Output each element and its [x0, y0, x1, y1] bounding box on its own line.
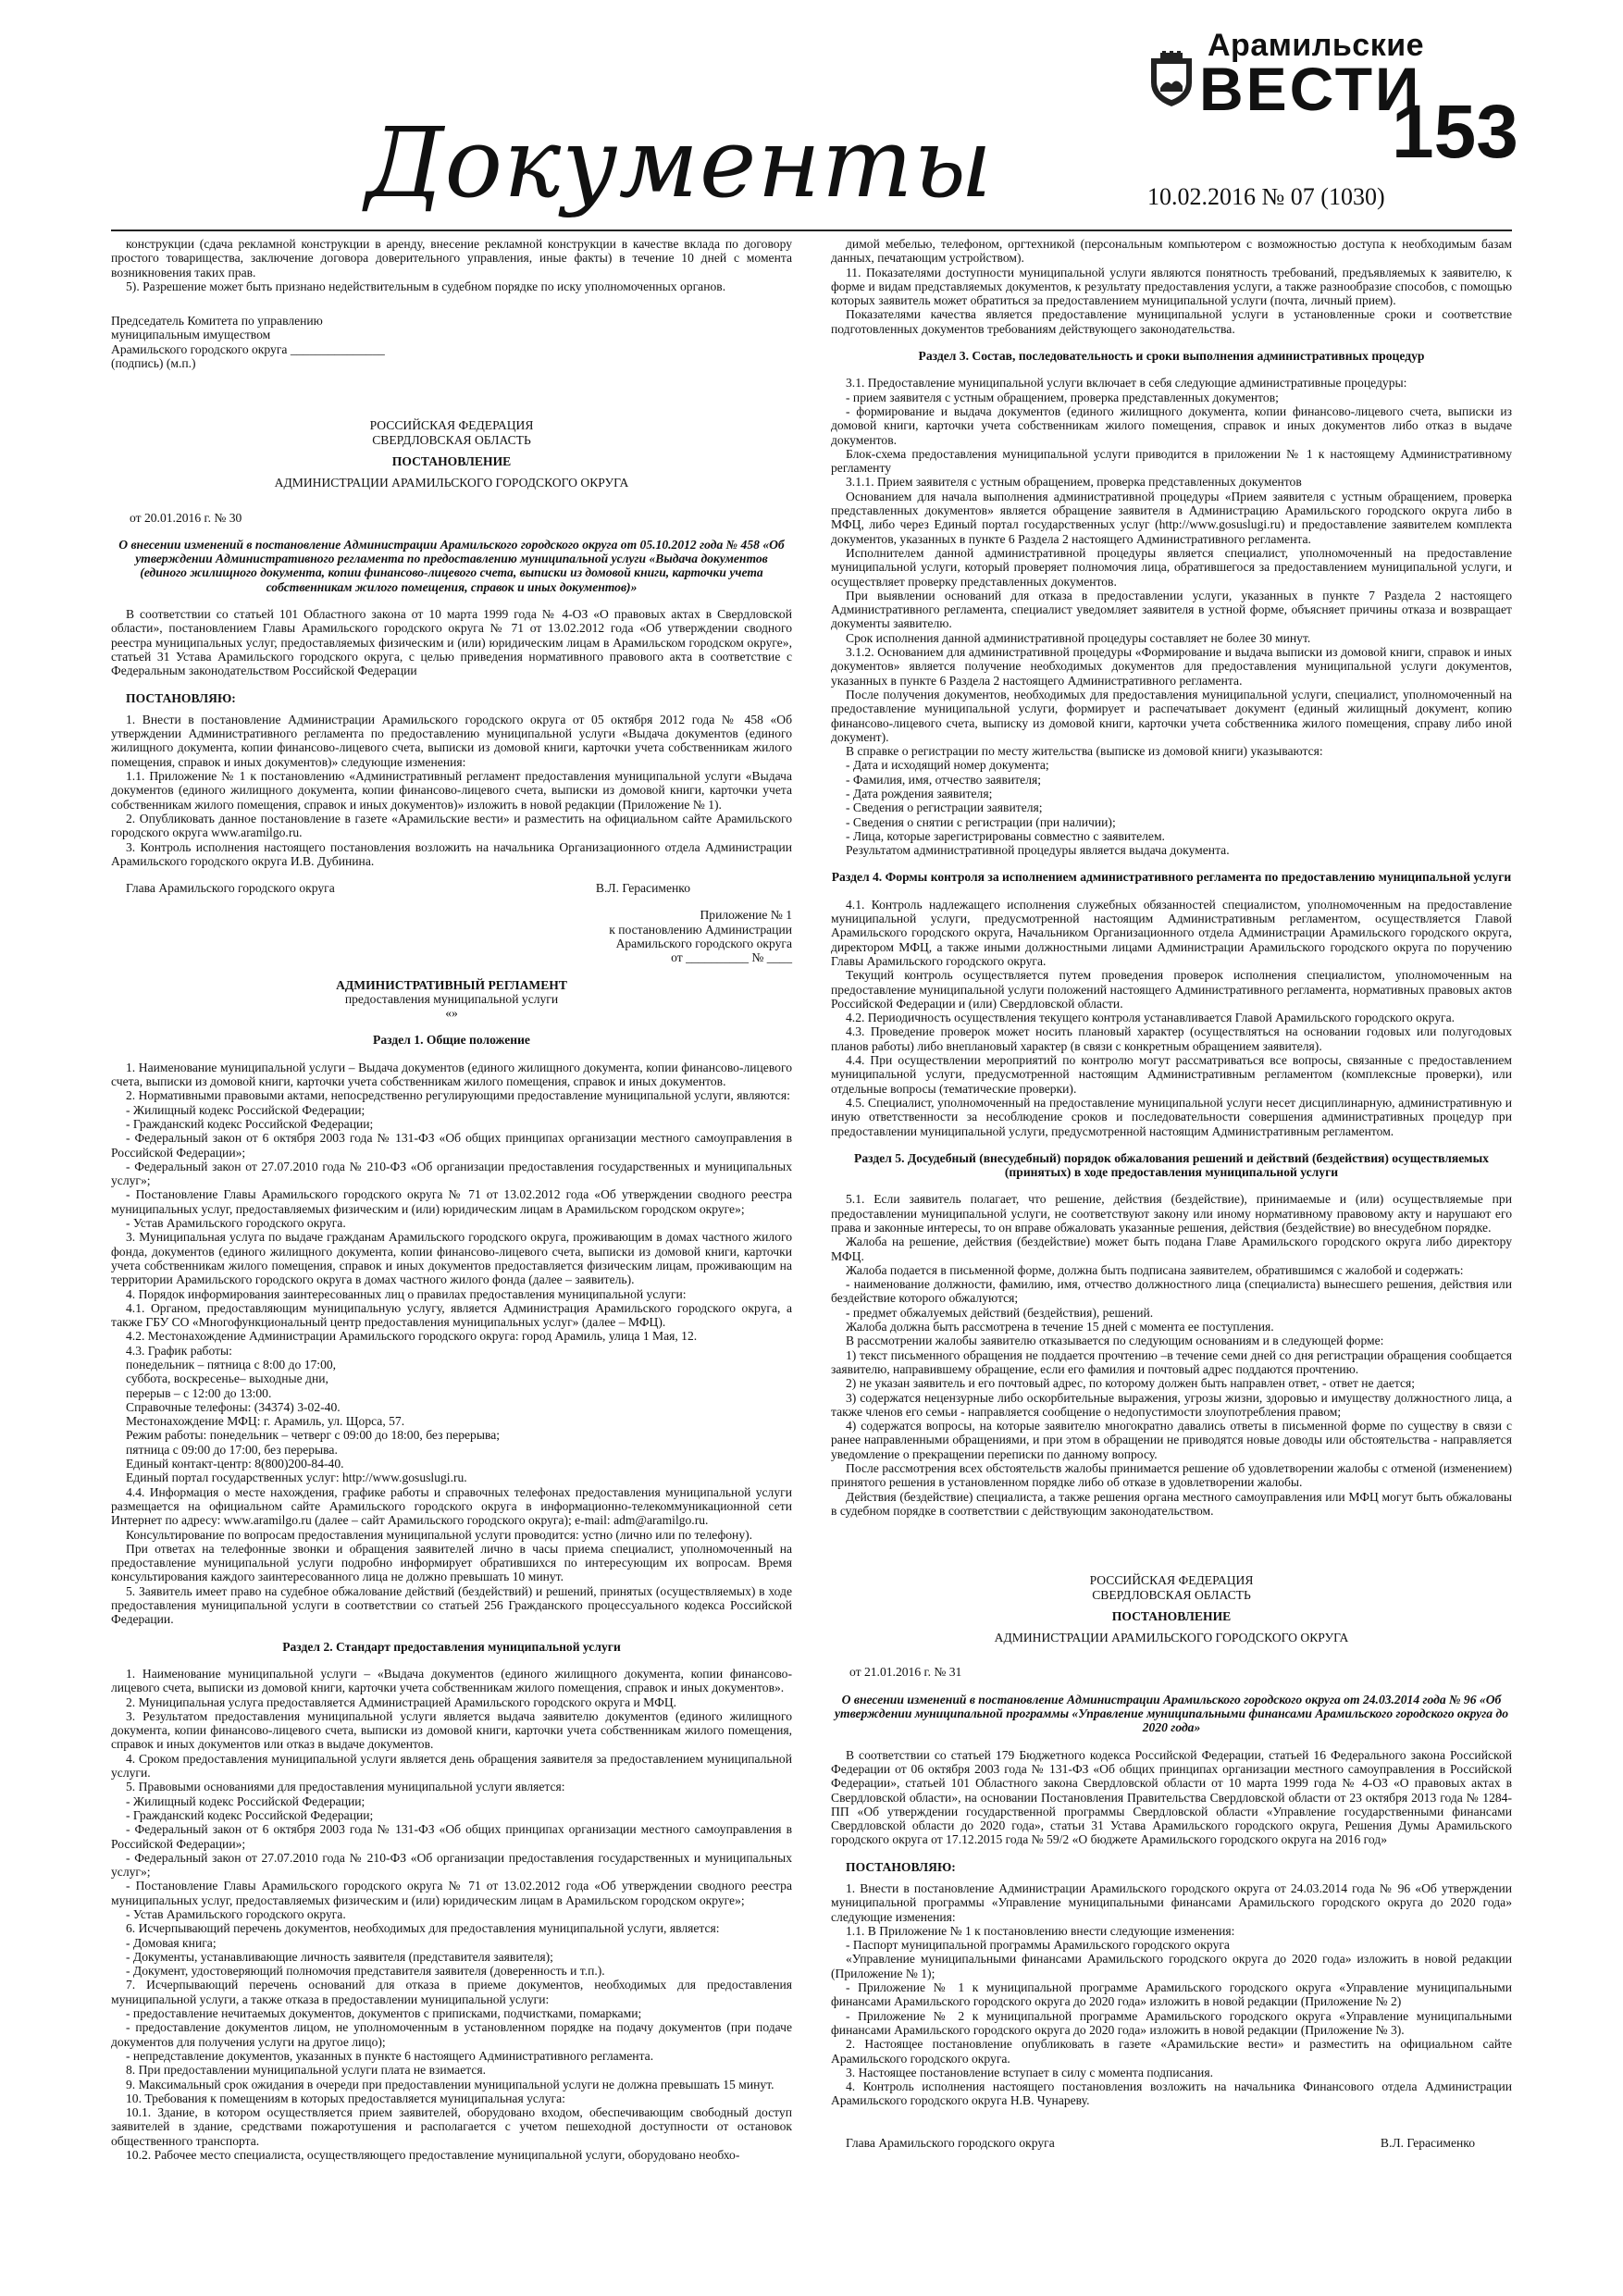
- section-2-heading: Раздел 2. Стандарт предоставления муниципальной услуги: [282, 1639, 621, 1654]
- administration-heading: АДМИНИСТРАЦИИ АРАМИЛЬСКОГО ГОРОДСКОГО ОКРУГА: [274, 476, 629, 490]
- annex-line: Приложение № 1: [700, 908, 792, 923]
- administration-heading-2: АДМИНИСТРАЦИИ АРАМИЛЬСКОГО ГОРОДСКОГО ОКРУГА: [994, 1631, 1349, 1645]
- paragraph: - Лица, которые зарегистрированы совместно с заявителем.: [846, 828, 1165, 843]
- paragraph: 4. Порядок информирования заинтересованных лиц о правилах предоставления муниципальной услуги:: [126, 1286, 687, 1301]
- paragraph: - Постановление Главы Арамильского городского округа № 71 от 13.02.2012 года «Об утверждении сводного реестра муниципальных услуг, предоставляемых физическим и (или) юридическим лицам в Арамильском городском округе»;: [111, 1187, 792, 1216]
- paragraph: - Документы, устанавливающие личность заявителя (представителя заявителя);: [126, 1949, 553, 1964]
- decree-heading-2: ПОСТАНОВЛЕНИЕ: [1111, 1608, 1232, 1623]
- section-4-text: [831, 898, 1512, 1138]
- paragraph: - Федеральный закон от 27.07.2010 года № 210-ФЗ «Об организации предоставления государственных и муниципальных услуг»;: [111, 1850, 792, 1880]
- paragraph: суббота, воскресенье– выходные дни,: [126, 1371, 328, 1386]
- paragraph: понедельник – пятница с 8:00 до 17:00,: [126, 1358, 337, 1371]
- decree-item: 3. Контроль исполнения настоящего постановления возложить на начальника Организационного отдела Администрации Арамильского городского округа И.В. Дубинина.: [111, 839, 792, 868]
- paragraph: - формирование и выдача документов (единого жилищного документа, копии финансово-лицевого счета, выписки из домовой книги, карточки учета собственникам жилого помещения, справок и иных документов либо отказ в выдаче документов.: [831, 403, 1512, 447]
- paragraph: 4) содержатся вопросы, на которые заявителю многократно давались ответы в письменной форме по существу в связи с ранее направленными обращениями, и при этом в обращении не приводятся новые доводы или обстоятельства - направляется уведомление о прекращении переписки по данному вопросу.: [831, 1419, 1512, 1461]
- intro-text: [111, 237, 792, 293]
- country-heading-2: РОССИЙСКАЯ ФЕДЕРАЦИЯ: [1089, 1573, 1254, 1588]
- paragraph: 1) текст письменного обращения не поддается прочтению –в течение семи дней со дня регистрации обращения сообщается заявителю, направившему обращение, если его фамилия и почтовый адрес поддаются прочтению.: [831, 1347, 1512, 1376]
- decree-item: 1. Внести в постановление Администрации Арамильского городского округа от 24.03.2014 года № 96 «Об утверждении муниципальной программы «Управление муниципальными финансами Арамильского городского округа до 2020 года» следующие изменения:: [831, 1880, 1512, 1924]
- annex-reference: [111, 908, 792, 964]
- decree-items: [111, 713, 792, 868]
- head-title: Глава Арамильского городского округа: [126, 881, 335, 896]
- section-1-text: [111, 1061, 792, 1627]
- decree-items-2: [831, 1881, 1512, 2108]
- section-3-text: [831, 376, 1512, 857]
- regulation-subtitle: предоставления муниципальной услуги: [344, 991, 559, 1006]
- decree-item: - Приложение № 1 к муниципальной программе Арамильского городского округа «Управление муниципальными финансами Арамильского городского округа до 2020 года» изложить в новой редакции (Приложение № 2): [831, 1980, 1512, 2009]
- paragraph: 4.3. График работы:: [126, 1343, 232, 1358]
- section-2-text: [111, 1667, 792, 2162]
- annex-line: от __________ № ____: [671, 950, 792, 965]
- paragraph: - Постановление Главы Арамильского городского округа № 71 от 13.02.2012 года «Об утверждении сводного реестра муниципальных услуг, предоставляемых физическим и (или) юридическим лицам в Арамильском городском округе»;: [111, 1879, 792, 1907]
- paragraph: Текущий контроль осуществляется путем проведения проверок исполнения специалистом, уполномоченным на предоставление муниципальной услуги положений настоящего Административного регламента, нормативных правовых актов Российской Федерации и (или) Свердловской области.: [831, 968, 1512, 1011]
- paragraph: - Жилищный кодекс Российской Федерации;: [126, 1102, 365, 1117]
- paragraph: Результатом административной процедуры является выдача документа.: [846, 843, 1230, 858]
- paragraph: 2. Муниципальная услуга предоставляется Администрацией Арамильского городского округа и МФЦ.: [126, 1694, 677, 1709]
- paragraph: Единый портал государственных услуг: http://www.gosuslugi.ru.: [126, 1471, 467, 1485]
- decree-item: - Приложение № 2 к муниципальной программе Арамильского городского округа «Управление муниципальными финансами Арамильского городского округа до 2020 года» изложить в новой редакции (Приложение № 3).: [831, 2008, 1512, 2037]
- paragraph: - наименование должности, фамилию, имя, отчество должностного лица (специалиста) вынесшего решения, действия или бездействие которого обжалуются;: [831, 1277, 1512, 1306]
- paragraph: 5.1. Если заявитель полагает, что решение, действия (бездействие), принимаемые и (или) осуществляемые при предоставлении муниципальной услуги, не соответствуют закону или иному нормативному правовому акту и нарушают его права и законные интересы, то он вправе обжаловать указанные решения, действия (бездействие) во внесудебном порядке.: [831, 1192, 1512, 1235]
- paragraph: При ответах на телефонные звонки и обращения заявителей лично в часы приема специалист, уполномоченный на предоставление муниципальной услуги подробно информирует обратившихся по интересующим их вопросам. Время консультирования каждого заинтересованного лица не должно превышать 10 минут.: [111, 1541, 792, 1584]
- paragraph: - Домовая книга;: [126, 1935, 217, 1950]
- paragraph: - Документ, удостоверяющий полномочия представителя заявителя (доверенность и т.п.).: [126, 1964, 605, 1979]
- decree-item: «Управление муниципальными финансами Арамильского городского округа до 2020 года» изложить в новой редакции (Приложение № 1);: [831, 1952, 1512, 1980]
- paragraph: Консультирование по вопросам предоставления муниципальной услуги проводится: устно (лично или по телефону).: [126, 1527, 753, 1542]
- decree-item: 2. Настоящее постановление опубликовать в газете «Арамильские вести» и разместить на официальном сайте Арамильского городского округа.: [831, 2037, 1512, 2066]
- head-title-2: Глава Арамильского городского округа: [846, 2135, 1055, 2150]
- paragraph: 10. Требования к помещениям в которых предоставляется муниципальная услуга:: [126, 2091, 565, 2105]
- regulation-quote: «»: [445, 1006, 458, 1021]
- paragraph: 9. Максимальный срок ожидания в очереди при предоставлении муниципальной услуги не должна превышать 15 минут.: [126, 2077, 774, 2091]
- decree-item: 1. Внести в постановление Администрации Арамильского городского округа от 05 октября 2012 года № 458 «Об утверждении Административного регламента по предоставлению муниципальной услуги «Выдача документов (единого жилищного документа, копии финансово-лицевого счета, выписки из домовой книги, карточки учета собственникам жилого помещения, справок и иных документов)» следующие изменения:: [111, 712, 792, 769]
- paragraph: - предмет обжалуемых действий (бездействия), решений.: [846, 1305, 1154, 1320]
- paragraph: - Федеральный закон от 6 октября 2003 года № 131-ФЗ «Об общих принципах организации местного самоуправления в Российской Федерации»;: [111, 1822, 792, 1851]
- head-name-2: В.Л. Герасименко: [1380, 2135, 1475, 2150]
- paragraph: 3.1.1. Прием заявителя с устным обращением, проверка представленных документов: [846, 475, 1302, 490]
- paragraph: Срок исполнения данной административной процедуры составляет не более 30 минут.: [846, 630, 1311, 645]
- paragraph: - предоставление нечитаемых документов, документов с приписками, подчистками, помарками;: [126, 2006, 642, 2021]
- paragraph: - Гражданский кодекс Российской Федерации;: [126, 1116, 374, 1131]
- decree-date: от 20.01.2016 г. № 30: [130, 510, 242, 525]
- paragraph: конструкции (сдача рекламной конструкции в аренду, внесение рекламной конструкции в качестве вклада по договору простого товарищества, заключение договора доверительного управления, иные факты) в течение 10 дней с момента возникновения таких прав.: [111, 237, 792, 279]
- paragraph: - непредставление документов, указанных в пункте 6 настоящего Административного регламента.: [126, 2048, 654, 2063]
- paragraph: 10.1. Здание, в котором осуществляется прием заявителей, оборудовано входом, обеспечивающим свободный доступ заявителей в здание, средствами пожаротушения и располагается с учетом пешеходной доступности от остановок общественного транспорта.: [111, 2105, 792, 2148]
- paragraph: Исполнителем данной административной процедуры является специалист, уполномоченный на предоставление муниципальной услуги, который проверяет полномочия лица, обратившегося за предоставлением муниципальной услуги, и осуществляет проверку представленных документов.: [831, 545, 1512, 589]
- coat-of-arms-icon: [1147, 51, 1196, 108]
- paragraph: 4.3. Проведение проверок может носить плановый характер (осуществляться на основании годовых или полугодовых планов работы) либо внеплановый характер (в связи с конкретным обращением заявителя).: [831, 1024, 1512, 1053]
- paragraph: Основанием для начала выполнения административной процедуры «Прием заявителя с устным обращением, проверка представленных документов» является обращение заявителя в Администрацию Арамильского городского округа либо в МФЦ, либо через Единый портал государственных услуг (http://www.gosuslugi.ru) и предоставление заявителем комплекта документов, указанных в пункте 6 Раздела 2 настоящего Административного регламента.: [831, 489, 1512, 546]
- right-column: [831, 237, 1512, 2150]
- paragraph: 7. Исчерпывающий перечень оснований для отказа в приеме документов, необходимых для предоставления муниципальной услуги, а также отказа в предоставлении муниципальной услуги:: [111, 1978, 792, 2006]
- continued-text: [831, 237, 1512, 336]
- paragraph: - Гражданский кодекс Российской Федерации;: [126, 1807, 374, 1822]
- section-5-heading: Раздел 5. Досудебный (внесудебный) порядок обжалования решений и действий (бездействия) осуществляемых (принятых) в ходе предоставления муниципальной услуги: [854, 1150, 1489, 1180]
- paragraph: - Фамилия, имя, отчество заявителя;: [846, 772, 1042, 787]
- signature-line: Председатель Комитета по управлению: [111, 314, 323, 329]
- paragraph: - Федеральный закон от 27.07.2010 года № 210-ФЗ «Об организации предоставления государственных и муниципальных услуг»;: [111, 1159, 792, 1188]
- decree-item: 2. Опубликовать данное постановление в газете «Арамильские вести» и разместить на официальном сайте Арамильского городского округа www.aramilgo.ru.: [111, 811, 792, 840]
- paragraph: Жалоба должна быть рассмотрена в течение 15 дней с момента ее поступления.: [846, 1320, 1274, 1334]
- decree-date-2: от 21.01.2016 г. № 31: [849, 1665, 962, 1680]
- paragraph: 6. Исчерпывающий перечень документов, необходимых для предоставления муниципальной услуги, является:: [126, 1921, 720, 1936]
- head-name: В.Л. Герасименко: [595, 881, 690, 896]
- brand-logo-text: ВЕСТИ: [1199, 55, 1422, 123]
- paragraph: - Устав Арамильского городского округа.: [126, 1216, 346, 1231]
- regulation-title: АДМИНИСТРАТИВНЫЙ РЕГЛАМЕНТ: [336, 977, 567, 992]
- masthead: [0, 0, 1623, 231]
- paragraph: 1. Наименование муниципальной услуги – «Выдача документов (единого жилищного документа, копии финансово-лицевого счета, выписки из домовой книги, карточки учета собственникам жилого помещения, справок и иных документов».: [111, 1666, 792, 1695]
- paragraph: 4. Сроком предоставления муниципальной услуги является день обращения заявителя за предоставлением муниципальной услуги.: [111, 1751, 792, 1781]
- section-5-text: [831, 1192, 1512, 1518]
- decree-item: 1.1. Приложение № 1 к постановлению «Административный регламент предоставления муниципальной услуги «Выдача документов (единого жилищного документа, копии финансово-лицевого счета, выписки из домовой книги, карточки учета собственникам жилого помещения, справок и иных документов)» изложить в новой редакции (Приложение № 1).: [111, 769, 792, 812]
- decree-heading: ПОСТАНОВЛЕНИЕ: [391, 453, 512, 468]
- paragraph: При выявлении оснований для отказа в предоставлении услуги, указанных в пункте 7 Раздела 2 настоящего Административного регламента, специалист уведомляет заявителя в устной форме, объясняет причины отказа и возвращает документы заявителю.: [831, 588, 1512, 631]
- section-title: Документы: [365, 106, 994, 219]
- decree-preamble: В соответствии со статьей 101 Областного закона от 10 марта 1999 года № 4-ОЗ «О правовых актах в Свердловской области», постановлением Главы Арамильского городского округа № 71 от 13.02.2012 года «Об утверждении сводного реестра муниципальных услуг, предоставляемых физическим и (или) юридическим лицам в Арамильском городском округе», статьей 31 Устава Арамильского городского округа, с целью приведения нормативного правового акта в соответствие с Федеральным законодательством Российской Федерации: [111, 607, 792, 678]
- paragraph: Показателями качества является предоставление муниципальной услуги в установленные сроки и соответствие подготовленных документов требованиям действующего законодательства.: [831, 307, 1512, 336]
- brand-name: Арамильские: [1208, 28, 1425, 63]
- paragraph: 3.1.2. Основанием для административной процедуры «Формирование и выдача выписки из домовой книги, справок и иных документов» является получение необходимых документов для предоставления муниципальной услуги документов, указанных в пункте 6 Раздела 2 настоящего Административного регламента.: [831, 645, 1512, 688]
- paragraph: - Сведения о регистрации заявителя;: [846, 800, 1043, 815]
- paragraph: пятница с 09:00 до 17:00, без перерыва.: [126, 1442, 338, 1457]
- issue-date-number: 10.02.2016 № 07 (1030): [1147, 183, 1385, 210]
- paragraph: В справке о регистрации по месту жительства (выписке из домовой книги) указываются:: [846, 744, 1323, 759]
- decree-item: - Паспорт муниципальной программы Арамильского городского округа: [846, 1938, 1230, 1953]
- paragraph: 4.2. Местонахождение Администрации Арамильского городского округа: город Арамиль, улица 1 Мая, 12.: [126, 1329, 698, 1344]
- paragraph: После получения документов, необходимых для предоставления муниципальной услуги, специалист, уполномоченный на предоставление муниципальной услуги, формирует и распечатывает документ (единый жилищный документ, копию финансово-лицевого счета, выписку из домовой книги, карточки учета собственника жилого помещения, справу либо иной документ).: [831, 687, 1512, 744]
- paragraph: 4.1. Органом, предоставляющим муниципальную услугу, является Администрация Арамильского городского округа, а также ГБУ СО «Многофункциональный центр предоставления муниципальных услуг» (далее – МФЦ).: [111, 1300, 792, 1330]
- paragraph: 3. Результатом предоставления муниципальной услуги является выдача заявителю документов (единого жилищного документа, копии финансово-лицевого счета, выписки из домовой книги, карточки учета собственникам жилого помещения, справок и иных документов или отказ в выдаче документов.: [111, 1708, 792, 1752]
- paragraph: - Сведения о снятии с регистрации (при наличии);: [846, 814, 1116, 829]
- signature-line: (подпись) (м.п.): [111, 356, 196, 371]
- paragraph: Действия (бездействие) специалиста, а также решения органа местного самоуправления или МФЦ могут быть обжалованы в судебном порядке в соответствии с действующим законодательством.: [831, 1489, 1512, 1518]
- annex-line: Арамильского городского округа: [615, 936, 792, 950]
- annex-line: к постановлению Администрации: [609, 922, 792, 937]
- paragraph: димой мебелью, телефоном, оргтехникой (персональным компьютером с возможностью доступа к необходимым базам данных, печатающим устройством).: [831, 237, 1512, 266]
- paragraph: - Дата и исходящий номер документа;: [846, 758, 1049, 773]
- decree-item: 3. Настоящее постановление вступает в силу с момента подписания.: [846, 2065, 1213, 2079]
- paragraph: Блок-схема предоставления муниципальной услуги приводится в приложении № 1 к настоящему Административному регламенту: [831, 446, 1512, 476]
- resolve-label: ПОСТАНОВЛЯЮ:: [126, 690, 236, 705]
- paragraph: 3. Муниципальная услуга по выдаче гражданам Арамильского городского округа, проживающим в домах частного жилого фонда, документов (единого жилищного документа, копии финансово-лицевого счета, выписки из домовой книги, карточки учета собственникам жилого помещения, справок и иных документов предоставляется физическим лицам, проживающим на территории Арамильского городского округа в домах частного жилого фонда (далее – заявитель).: [111, 1230, 792, 1287]
- paragraph: - прием заявителя с устным обращением, проверка представленных документов;: [846, 390, 1279, 404]
- paragraph: - Дата рождения заявителя;: [846, 786, 993, 800]
- paragraph: 4.1. Контроль надлежащего исполнения служебных обязанностей специалистом, уполномоченным на предоставление муниципальной услуги, предусмотренной настоящим Административным регламентом, осуществляется Главой Арамильского городского округа, Начальником Организационного отдела Администрации Арамильского городского округа, директором МФЦ, а также иными должностными лицами Администрации Арамильского городского округа по поручению Главы Арамильского городского округа.: [831, 897, 1512, 968]
- chairman-signature: [111, 314, 792, 370]
- paragraph: 4.5. Специалист, уполномоченный на предоставление муниципальной услуги несет дисциплинарную, административную и иную ответственности за несоблюдение сроков и последовательности совершения административных процедур при предоставлении муниципальной услуги, предусмотренной настоящим Административным регламентом.: [831, 1095, 1512, 1138]
- paragraph: Жалоба подается в письменной форме, должна быть подписана заявителем, обратившимся с жалобой и содержать:: [846, 1262, 1464, 1277]
- left-column: [111, 237, 792, 2162]
- paragraph: Местонахождение МФЦ: г. Арамиль, ул. Щорса, 57.: [126, 1414, 405, 1429]
- paragraph: 3) содержатся нецензурные либо оскорбительные выражения, угрозы жизни, здоровью и имуществу должностного лица, а также членов его семьи - направляется сообщение о недопустимости злоупотребления правом;: [831, 1390, 1512, 1419]
- paragraph: 2. Нормативными правовыми актами, непосредственно регулирующими предоставление муниципальной услуги, являются:: [126, 1088, 790, 1103]
- region-heading: СВЕРДЛОВСКАЯ ОБЛАСТЬ: [372, 432, 531, 447]
- masthead-rule: [111, 230, 1512, 231]
- paragraph: перерыв – с 12:00 до 13:00.: [126, 1385, 272, 1400]
- decree-item: 1.1. В Приложение № 1 к постановлению внести следующие изменения:: [846, 1923, 1235, 1938]
- country-heading: РОССИЙСКАЯ ФЕДЕРАЦИЯ: [369, 418, 534, 433]
- paragraph: - Устав Арамильского городского округа.: [126, 1906, 346, 1921]
- head-signature: [111, 881, 792, 895]
- page-number: 153: [1392, 90, 1518, 174]
- section-1-heading: Раздел 1. Общие положение: [373, 1033, 530, 1048]
- head-signature-2: [831, 2136, 1512, 2150]
- signature-line: Арамильского городского округа _______________: [111, 341, 385, 356]
- paragraph: 8. При предоставлении муниципальной услуги плата не взимается.: [126, 2063, 487, 2078]
- paragraph: 4.4. При осуществлении мероприятий по контролю могут рассматриваться все вопросы, связанные с предоставлением муниципальной услуги, предусмотренной настоящим Административным регламентом (комплексные проверки), или отдельные вопросы (тематические проверки).: [831, 1053, 1512, 1096]
- paragraph: 5). Разрешение может быть признано недействительным в судебном порядке по иску уполномоченных органов.: [126, 279, 726, 293]
- paragraph: 1. Наименование муниципальной услуги – Выдача документов (единого жилищного документа, копии финансово-лицевого счета, выписки из домовой книги, карточки учета собственникам жилого помещения, справок и иных документов.: [111, 1060, 792, 1089]
- paragraph: Справочные телефоны: (34374) 3-02-40.: [126, 1399, 341, 1414]
- paragraph: 3.1. Предоставление муниципальной услуги включает в себя следующие административные процедуры:: [846, 376, 1407, 391]
- paragraph: 5. Заявитель имеет право на судебное обжалование действий (бездействий) и решений, принятых (осуществляемых) в ходе предоставления муниципальной услуги в соответствии со статьей 256 Гражданского процессуального кодекса Российской Федерации.: [111, 1583, 792, 1627]
- paragraph: Режим работы: понедельник – четверг с 09:00 до 18:00, без перерыва;: [126, 1428, 501, 1443]
- paragraph: 10.2. Рабочее место специалиста, осуществляющего предоставление муниципальной услуги, оборудовано необхо-: [126, 2148, 740, 2163]
- paragraph: 4.4. Информация о месте нахождения, графике работы и справочных телефонах предоставления муниципальной услуги размещается на официальном сайте Арамильского городского округа в информационно-телекоммуникационной сети Интернет по адресу: www.aramilgo.ru (далее – сайт Арамильского городского округа); e-mail: adm@aramilgo.ru.: [111, 1484, 792, 1528]
- paragraph: 2) не указан заявитель и его почтовый адрес, по которому должен быть направлен ответ, - ответ не дается;: [846, 1376, 1416, 1391]
- paragraph: 5. Правовыми основаниями для предоставления муниципальной услуги является:: [126, 1780, 565, 1794]
- paragraph: - Жилищный кодекс Российской Федерации;: [126, 1793, 365, 1808]
- paragraph: После рассмотрения всех обстоятельств жалобы принимается решение об удовлетворении жалобы с отменой (изменением) принятого решения в установленном порядке либо об отказе в удовлетворении жалобы.: [831, 1461, 1512, 1490]
- paragraph: - Федеральный закон от 6 октября 2003 года № 131-ФЗ «Об общих принципах организации местного самоуправления в Российской Федерации»;: [111, 1131, 792, 1160]
- region-heading-2: СВЕРДЛОВСКАЯ ОБЛАСТЬ: [1092, 1587, 1251, 1602]
- decree-item: 4. Контроль исполнения настоящего постановления возложить на начальника Финансового отдела Администрации Арамильского городского округа Н.В. Чунареву.: [831, 2079, 1512, 2108]
- paragraph: Единый контакт-центр: 8(800)200-84-40.: [126, 1457, 344, 1471]
- decree-preamble-2: В соответствии со статьей 179 Бюджетного кодекса Российской Федерации, статьей 16 Федерального закона Российской Федерации от 06 октября 2003 года № 131-ФЗ «Об общих принципах организации местного самоуправления в Российской Федерации», статьей 101 Областного закона Свердловской области от 10 марта 1999 года № 4-ОЗ «О правовых актах в Свердловской области», на основании Постановления Правительства Свердловской области от 23 октября 2013 года № 1284-ПП «Об утверждении государственной программы Свердловской области «Управление государственными финансами Свердловской области до 2020 года», статьи 31 Устава Арамильского городского округа, Решения Думы Арамильского городского округа от 17.12.2015 года № 59/2 «О бюджете Арамильского городского округа на 2016 год»: [831, 1747, 1512, 1847]
- section-4-heading: Раздел 4. Формы контроля за исполнением административного регламента по предоставлению муниципальной услуги: [831, 870, 1512, 885]
- section-3-heading: Раздел 3. Состав, последовательность и сроки выполнения административных процедур: [918, 349, 1425, 364]
- paragraph: - предоставление документов лицом, не уполномоченным в установленном порядке на подачу документов (при подаче документов для получения услуги на другое лицо);: [111, 2020, 792, 2049]
- paragraph: Жалоба на решение, действия (бездействие) может быть подана Главе Арамильского городского округа либо директору МФЦ.: [831, 1235, 1512, 1263]
- paragraph: 4.2. Периодичность осуществления текущего контроля устанавливается Главой Арамильского городского округа.: [846, 1011, 1456, 1025]
- decree-subject: О внесении изменений в постановление Администрации Арамильского городского округа от 05.10.2012 года № 458 «Об утверждении Административного регламента по предоставлению муниципальной услуги «Выдача документов (единого жилищного документа, копии финансово-лицевого счета, выписки из домовой книги, карточки учета собственникам жилого помещения, справок и иных документов)»: [118, 537, 785, 594]
- decree-subject-2: О внесении изменений в постановление Администрации Арамильского городского округа от 24.03.2014 года № 96 «Об утверждении муниципальной программы «Управление муниципальными финансами Арамильского городского округа до 2020 года»: [834, 1692, 1508, 1735]
- paragraph: В рассмотрении жалобы заявителю отказывается по следующим основаниям и в следующей форме:: [846, 1334, 1384, 1348]
- paragraph: 11. Показателями доступности муниципальной услуги являются понятность требований, предъявляемых к заявителю, к форме и видам представляемых документов, к результату предоставления услуги, а также разнообразие способов, с помощью которых заявитель может обратиться за предоставлением муниципальной услуги (почта, личный прием).: [831, 265, 1512, 308]
- signature-line: муниципальным имуществом: [111, 328, 271, 342]
- resolve-label-2: ПОСТАНОВЛЯЮ:: [846, 1859, 956, 1874]
